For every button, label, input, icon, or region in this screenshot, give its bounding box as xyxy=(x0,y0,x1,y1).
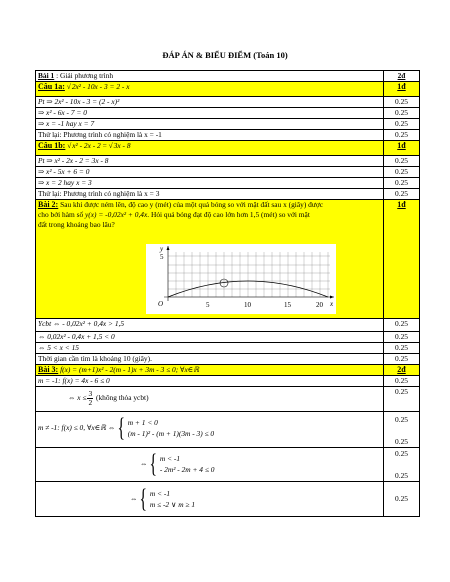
bai1-label: Bài 1 xyxy=(38,71,55,80)
bai2-score: 1đ xyxy=(384,200,420,319)
cau1a-step-1: Pt ⇒ 2x² - 10x - 3 = (2 - x)² xyxy=(36,97,384,108)
bai3-step-4-line-2: - 2m² - 2m + 4 ≤ 0 xyxy=(159,465,215,474)
bai3-step-4-score-1: 0.25 xyxy=(395,449,408,458)
bai3-step-2 xyxy=(36,387,384,412)
bai3-step-2-post: (không thỏa ycbt) xyxy=(94,393,149,402)
bai3-step-5-line-1: m < -1 xyxy=(149,489,171,498)
x-axis-label: x xyxy=(330,300,334,308)
cau1a-rhs: = 2 - x xyxy=(107,82,130,91)
bai3-step-3-score-1: 0.25 xyxy=(395,415,408,424)
bai3-step-4-score-2: 0.25 xyxy=(395,471,408,480)
fraction-den: 2 xyxy=(88,397,93,407)
bai3-text: f(x) = (m+1)x² - 2(m - 1)x + 3m - 3 ≤ 0; ∀x∈ℝ xyxy=(58,365,200,374)
cau1b-cell: Câu 1b: √x² - 2x - 2 = √3x - 8 xyxy=(36,141,384,156)
system-brace: { xyxy=(117,413,126,442)
cau1b-radicand-2: 3x - 8 xyxy=(113,141,131,150)
cau1b-step-3: ⇒ x = 2 hay x = 3 xyxy=(36,178,384,189)
y-axis-label: y xyxy=(160,245,164,253)
bai2-text-2a: cho bởi hàm số xyxy=(38,210,86,219)
bai2-step-4-score: 0.25 xyxy=(384,354,420,365)
bai1-cell xyxy=(36,71,384,82)
bai3-step-row xyxy=(36,482,420,517)
bai3-step-4-score xyxy=(384,448,420,482)
cau1b-step-3-score: 0.25 xyxy=(384,178,420,189)
graph-grid xyxy=(168,252,330,297)
bai3-step-4-pre: ⇔ xyxy=(140,459,148,469)
bai2-text-1: Sau khi được ném lên, độ cao y (mét) của một quả bóng so với mặt đất sau x (giây) được xyxy=(58,200,324,209)
cau1b-equals: = xyxy=(100,141,109,150)
bai3-step-row xyxy=(36,412,420,448)
bai3-label: Bài 3: xyxy=(38,365,59,374)
system-brace: { xyxy=(139,484,148,513)
x-tick-label-20: 20 xyxy=(316,301,323,309)
bai3-step-3 xyxy=(36,412,384,448)
cau1a-step-4: Thử lại: Phương trình có nghiệm là x = -1 xyxy=(36,130,384,141)
bai2-step-3: ⇔ 5 < x < 15 xyxy=(36,343,384,354)
cau1a-step-2: ⇒ x² - 6x - 7 = 0 xyxy=(36,108,384,119)
bai2-cell xyxy=(36,200,384,319)
cau1b-step-1: Pt ⇒ x² - 2x - 2 = 3x - 8 xyxy=(36,156,384,167)
fraction-num: 3 xyxy=(88,389,93,399)
cau1b-step-2: ⇒ x² - 5x + 6 = 0 xyxy=(36,167,384,178)
cau1a-label: Câu 1a: xyxy=(38,82,65,91)
x-tick-label-10: 10 xyxy=(244,301,251,309)
bai3-step-3-pre: m ≠ -1: f(x) ≤ 0, ∀x∈ℝ ⇔ xyxy=(38,423,116,433)
cau1b-step-4: Thử lại: Phương trình có nghiệm là x = 3 xyxy=(36,189,384,200)
bai2-step-3-score: 0.25 xyxy=(384,343,420,354)
cau1a-radicand: 2x² - 10x - 3 xyxy=(71,82,108,91)
bai2-row xyxy=(36,200,420,319)
bai3-step-5-pre: ⇔ xyxy=(130,494,138,504)
y-axis-arrow xyxy=(167,246,170,250)
cau1a-step-2-score: 0.25 xyxy=(384,108,420,119)
y-tick-label: 5 xyxy=(160,253,164,261)
cau1b-step-row xyxy=(36,189,420,200)
bai2-step-1: Ycbt ⇔ - 0,02x² + 0,4x > 1,5 xyxy=(36,319,384,332)
bai3-step-row xyxy=(36,448,420,482)
cau1b-row xyxy=(36,141,420,156)
bai3-step-4 xyxy=(36,448,384,482)
cau1b-step-4-score: 0.25 xyxy=(384,189,420,200)
cau1a-step-1-score: 0.25 xyxy=(384,97,420,108)
cau1b-step-row xyxy=(36,167,420,178)
bai2-step-row xyxy=(36,354,420,365)
cau1b-label: Câu 1b: xyxy=(38,141,66,150)
x-axis-arrow xyxy=(330,296,334,299)
x-tick-label-5: 5 xyxy=(206,301,210,309)
cau1a-step-4-score: 0.25 xyxy=(384,130,420,141)
system-brace: { xyxy=(149,449,158,478)
bai2-step-4: Thời gian cần tìm là khoảng 10 (giây). xyxy=(36,354,384,365)
cau1a-score: 1đ xyxy=(384,82,420,97)
cau1b-step-2-score: 0.25 xyxy=(384,167,420,178)
cau1a-cell: Câu 1a: √2x² - 10x - 3 = 2 - x xyxy=(36,82,384,97)
bai3-step-2-pre: ⇔ x ≤ xyxy=(68,393,87,402)
cau1a-step-row xyxy=(36,108,420,119)
cau1b-step-row xyxy=(36,178,420,189)
origin-label: O xyxy=(158,300,164,308)
bai2-label: Bài 2: xyxy=(38,200,59,209)
cau1a-step-3-score: 0.25 xyxy=(384,119,420,130)
bai3-step-1: m = -1: f(x) = 4x - 6 ≤ 0 xyxy=(36,376,384,387)
bai3-cell xyxy=(36,365,384,376)
page-title: ĐÁP ÁN & BIỂU ĐIỂM (Toán 10) xyxy=(162,50,288,60)
bai1-row xyxy=(36,71,420,82)
cau1a-step-row xyxy=(36,119,420,130)
bai1-score: 2đ xyxy=(384,71,420,82)
bai2-text-3: đất trong khoảng bao lâu? xyxy=(38,220,115,229)
cau1a-step-row xyxy=(36,97,420,108)
bai2-step-1-score: 0.25 xyxy=(384,319,420,332)
bai2-text-2b: . Hỏi quả bóng đạt độ cao lớn hơn 1,5 (mét) so với mặt xyxy=(147,210,310,219)
bai3-step-3-score-2: 0.25 xyxy=(395,437,408,446)
bai2-step-2: ⇔ 0,02x² - 0,4x + 1,5 < 0 xyxy=(36,332,384,343)
bai3-step-row xyxy=(36,376,420,387)
bai3-row xyxy=(36,365,420,376)
bai3-step-1-score: 0.25 xyxy=(384,376,420,387)
bai3-step-5-line-2: m ≤ -2 ∨ m ≥ 1 xyxy=(149,500,196,509)
bai2-step-row xyxy=(36,319,420,332)
bai2-step-row xyxy=(36,343,420,354)
cau1a-step-3: ⇒ x = -1 hay x = 7 xyxy=(36,119,384,130)
cau1a-row xyxy=(36,82,420,97)
bai3-step-3-line-1: m + 1 < 0 xyxy=(127,418,158,427)
cau1b-score: 1đ xyxy=(384,141,420,156)
cau1b-radicand-1: x² - 2x - 2 xyxy=(72,141,101,150)
bai3-step-3-line-2: (m - 1)² - (m + 1)(3m - 3) ≤ 0 xyxy=(127,429,215,438)
bai3-step-3-score xyxy=(384,412,420,448)
cau1a-step-row xyxy=(36,130,420,141)
answer-table xyxy=(35,70,420,517)
bai2-step-row xyxy=(36,332,420,343)
bai3-step-5-score: 0.25 xyxy=(384,482,420,517)
bai3-step-4-line-1: m < -1 xyxy=(159,454,181,463)
bai3-score: 2đ xyxy=(384,365,420,376)
bai2-formula: y(x) = -0,02x² + 0,4x xyxy=(85,210,148,219)
bai2-step-2-score: 0.25 xyxy=(384,332,420,343)
bai1-text: : Giải phương trình xyxy=(56,71,114,80)
cau1b-step-row xyxy=(36,156,420,167)
fraction xyxy=(87,390,93,406)
x-tick-label-15: 15 xyxy=(284,301,291,309)
parabola-graph xyxy=(146,244,336,314)
bai3-step-2-score: 0.25 xyxy=(384,387,420,412)
bai3-step-5 xyxy=(36,482,384,517)
bai3-step-row xyxy=(36,387,420,412)
cau1b-step-1-score: 0.25 xyxy=(384,156,420,167)
